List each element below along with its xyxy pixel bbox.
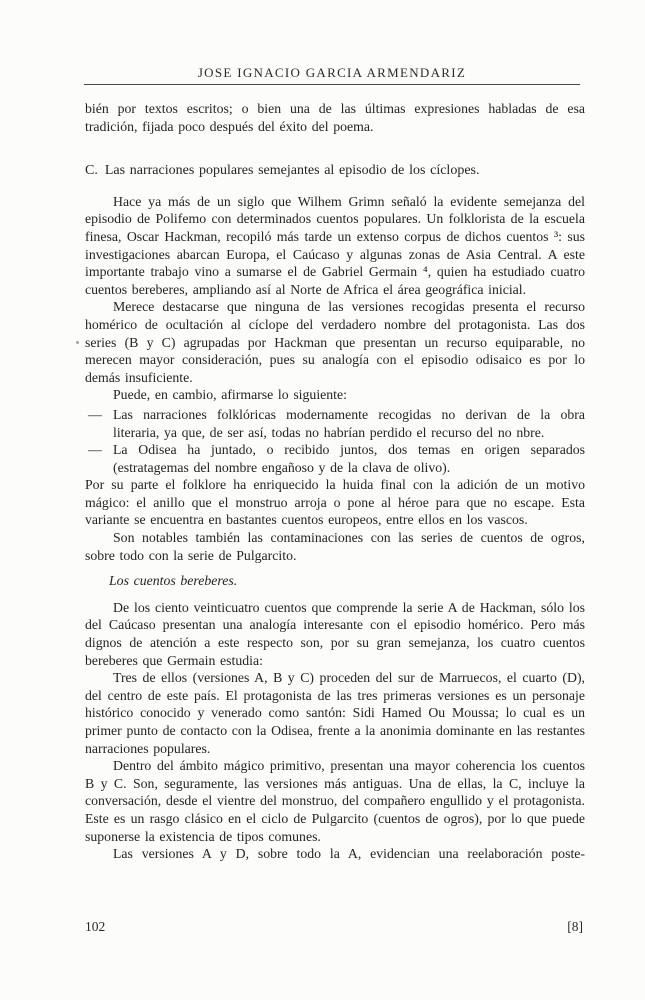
paragraph-incomplete: Las versiones A y D, sobre todo la A, evidencian una reelaboración poste- (113, 846, 585, 862)
list-item-text: La Odisea ha juntado, o recibido juntos, dos temas en origen separados (estratagemas del nombre engañoso y de la clava de olivo). (113, 442, 585, 475)
paragraph: Merece destacarse que ninguna de las versiones recogidas presenta el recurso homérico de ocultación al cíclope del verdadero nombre del protagonista. Las dos series (B y C) agrupadas por Hackman que presentan un recurso equiparable, no merecen mayor consideración, pues su analogía con el episodio odisaico es por lo demás insuficiente. (85, 299, 585, 385)
sheet-number: [8] (567, 919, 583, 934)
paragraph: Puede, en cambio, afirmarse lo siguiente: (113, 387, 347, 403)
scan-artifact-dot (76, 341, 79, 344)
list-item (88, 441, 585, 476)
paragraph: Son notables también las contaminaciones con las series de cuentos de ogros, sobre todo con la serie de Pulgarcito. (85, 530, 585, 563)
page-footer (85, 919, 583, 935)
dash-bullet-icon: — (88, 442, 102, 458)
list-item (88, 406, 585, 441)
text-column (85, 100, 585, 863)
bullet-list (88, 406, 585, 476)
paragraph: Por su parte el folklore ha enriquecido la huida final con la adición de un motivo mágico: el anillo que el monstruo arroja o pone al héroe para que no escape. Esta variante se encuentra en bastantes cuentos europeos, entre ellos en los vascos. (85, 477, 585, 528)
paragraph: Dentro del ámbito mágico primitivo, presentan una mayor coherencia los cuentos B y C. Son, seguramente, las versiones más antiguas. Una de ellas, la C, incluye la conversación, desde el vientre del monstruo, del compañero engullido y el protagonista. Este es un rasgo clásico en el ciclo de Pulgarcito (cuentos de ogros), por lo que puede suponerse la existencia de tipos comunes. (85, 758, 585, 844)
italic-subheading: Los cuentos bereberes. (109, 573, 238, 589)
paragraph: De los ciento veinticuatro cuentos que comprende la serie A de Hackman, sólo los del Caúcaso presentan una analogía interesante con el episodio homérico. Pero más dignos de atención a este respecto son, por su gran semejanza, los cuatro cuentos bereberes que Germain estudia: (85, 599, 585, 668)
paragraph: Tres de ellos (versiones A, B y C) proceden del sur de Marruecos, el cuarto (D), del centro de este país. El protagonista de las tres primeras versiones es un personaje histórico conocido y venerado como santón: Sidi Hamed Ou Moussa; lo cual es un primer punto de contacto con la Odisea, frente a la anonimia dominante en las restantes narraciones populares. (85, 670, 585, 756)
list-item-text: Las narraciones folklóricas modernamente recogidas no derivan de la obra literaria, ya que, de ser así, todas no habrían perdido el recurso del no nbre. (113, 406, 585, 440)
page-number: 102 (85, 919, 106, 934)
dash-bullet-icon: — (88, 406, 102, 422)
section-heading: C. Las narraciones populares semejantes al episodio de los cíclopes. (85, 163, 480, 179)
running-header: JOSE IGNACIO GARCIA ARMENDARIZ (84, 65, 580, 85)
paragraph-continuation: bién por textos escritos; o bien una de las últimas expresiones habladas de esa tradición, fijada poco después del éxito del poema. (85, 101, 585, 134)
paragraph: Hace ya más de un siglo que Wilhem Grimn señaló la evidente semejanza del episodio de Polifemo con determinados cuentos populares. Un folklorista de la escuela finesa, Oscar Hackman, recopiló más tarde un extenso corpus de dichos cuentos ³: sus investigaciones abarcan Europa, el Caúcaso y algunas zonas de Asia Central. A este importante trabajo vino a sumarse el de Gabriel Germain ⁴, quien ha estudiado cuatro cuentos bereberes, ampliando así al Norte de Africa el área geográfica inicial. (85, 193, 585, 297)
